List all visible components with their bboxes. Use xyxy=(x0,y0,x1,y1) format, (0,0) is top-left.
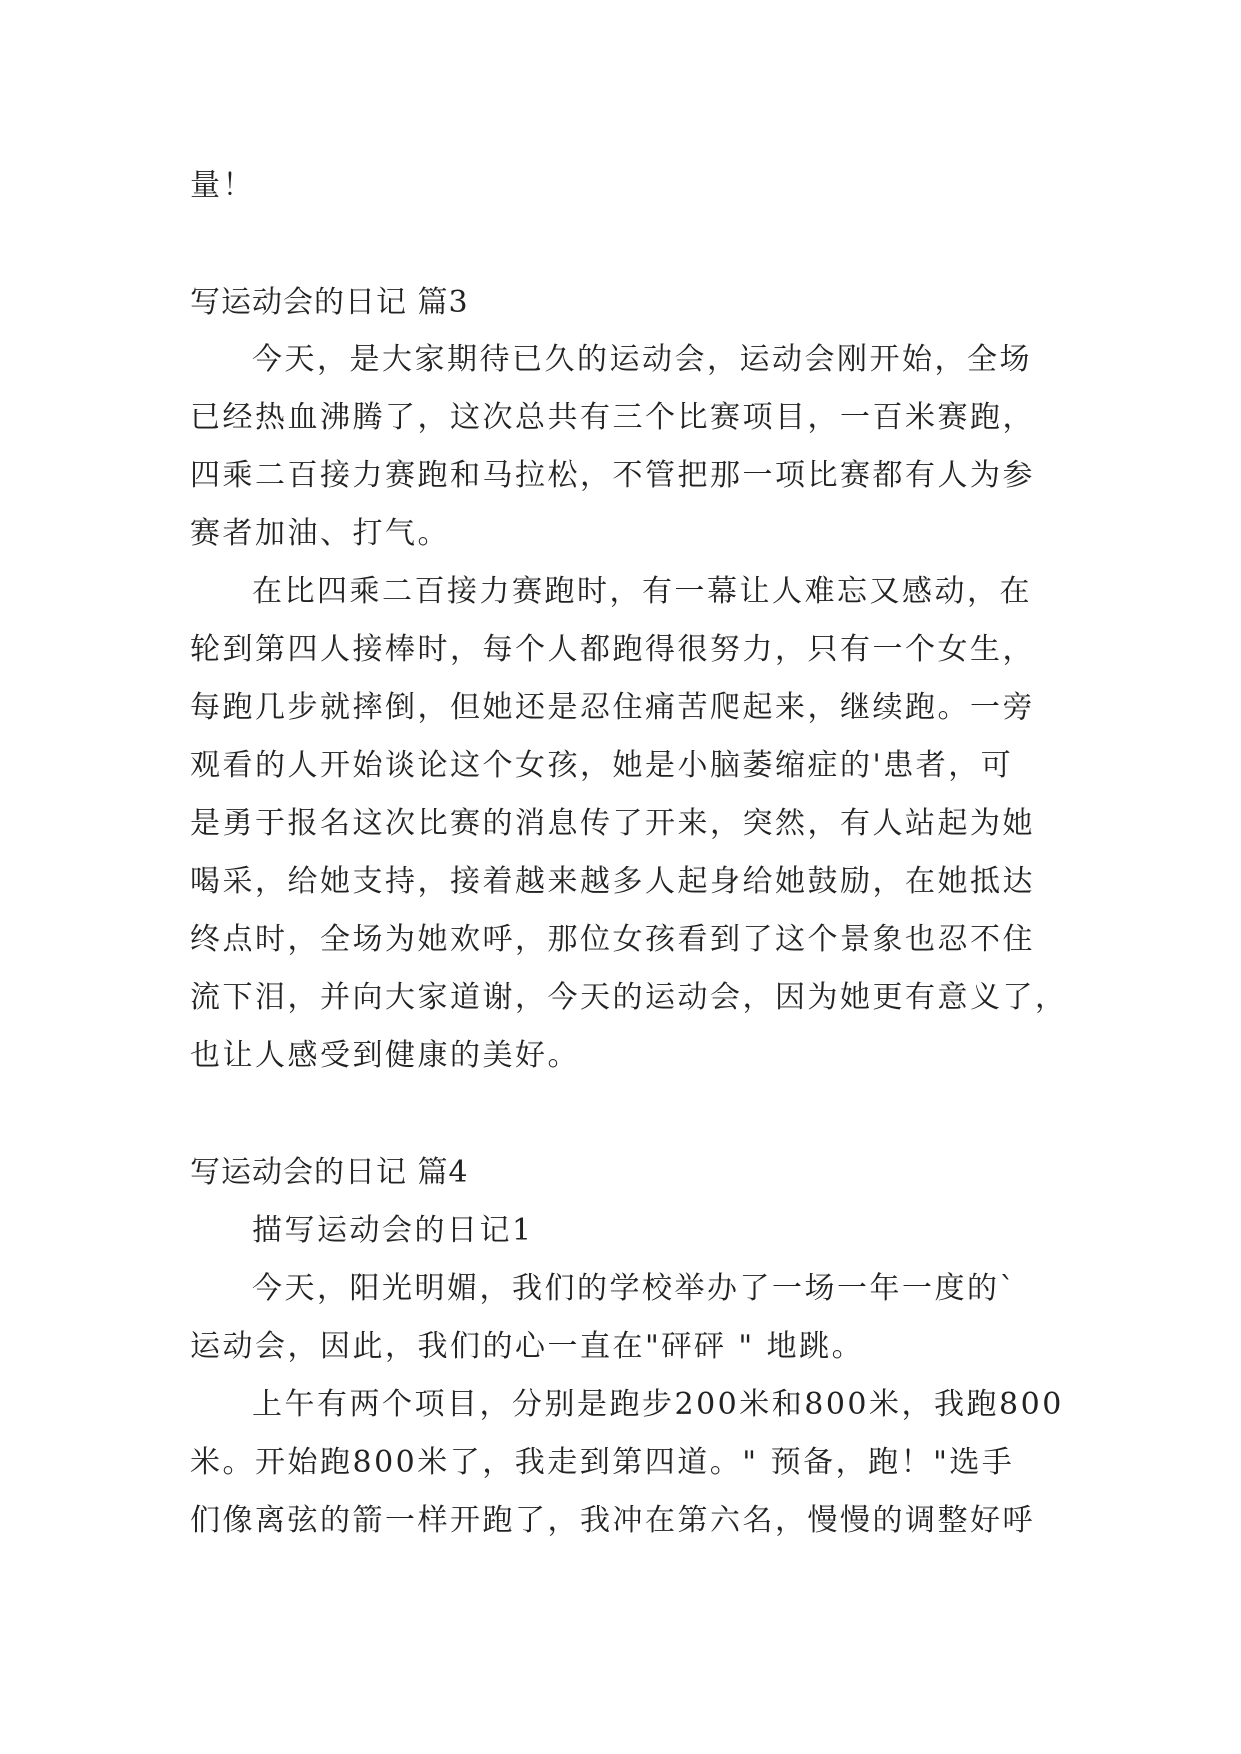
paragraph-line: 四乘二百接力赛跑和马拉松，不管把那一项比赛都有人为参 xyxy=(190,458,1035,493)
paragraph-line: 每跑几步就摔倒，但她还是忍住痛苦爬起来，继续跑。一旁 xyxy=(190,690,1035,725)
paragraph-line: 观看的人开始谈论这个女孩，她是小脑萎缩症的'患者，可 xyxy=(190,748,1014,783)
paragraph-line: 流下泪，并向大家道谢，今天的运动会，因为她更有意义了， xyxy=(190,980,1068,1015)
paragraph-line: 是勇于报名这次比赛的消息传了开来，突然，有人站起为她 xyxy=(190,806,1035,841)
paragraph-line: 赛者加油、打气。 xyxy=(190,516,450,551)
paragraph-line: 已经热血沸腾了，这次总共有三个比赛项目，一百米赛跑， xyxy=(190,400,1035,435)
paragraph-line: 今天，阳光明媚，我们的学校举办了一场一年一度的` xyxy=(252,1271,1017,1306)
paragraph-line: 米。开始跑800米了，我走到第四道。" 预备，跑！"选手 xyxy=(190,1445,1015,1480)
section-heading: 写运动会的日记 篇3 xyxy=(190,285,469,320)
paragraph-line: 今天，是大家期待已久的运动会，运动会刚开始，全场 xyxy=(252,342,1032,377)
paragraph-line: 们像离弦的箭一样开跑了，我冲在第六名，慢慢的调整好呼 xyxy=(190,1503,1035,1538)
paragraph-line: 喝采，给她支持，接着越来越多人起身给她鼓励，在她抵达 xyxy=(190,864,1035,899)
subtitle: 描写运动会的日记1 xyxy=(252,1213,534,1248)
paragraph-line: 运动会，因此，我们的心一直在"砰砰 " 地跳。 xyxy=(190,1329,865,1364)
continuation-text: 量！ xyxy=(190,168,255,203)
section-heading: 写运动会的日记 篇4 xyxy=(190,1155,469,1190)
paragraph-line: 上午有两个项目，分别是跑步200米和800米，我跑800 xyxy=(252,1387,1064,1422)
paragraph-line: 终点时，全场为她欢呼，那位女孩看到了这个景象也忍不住 xyxy=(190,922,1035,957)
paragraph-line: 也让人感受到健康的美好。 xyxy=(190,1038,580,1073)
paragraph-line: 在比四乘二百接力赛跑时，有一幕让人难忘又感动，在 xyxy=(252,574,1032,609)
paragraph-line: 轮到第四人接棒时，每个人都跑得很努力，只有一个女生， xyxy=(190,632,1035,667)
